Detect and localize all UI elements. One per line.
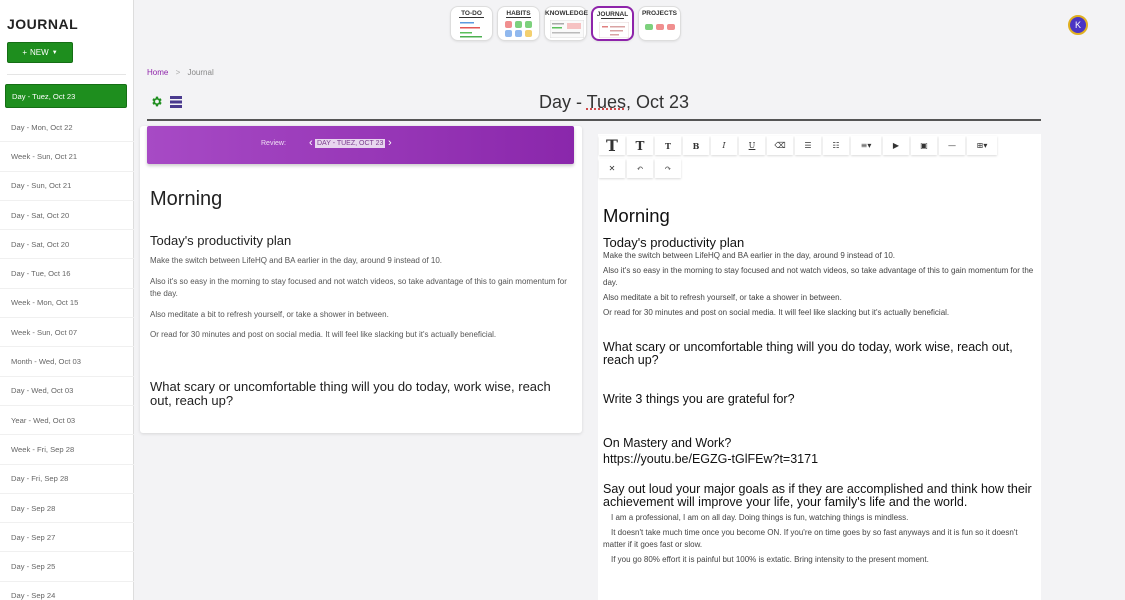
subheading: Today's productivity plan	[603, 235, 745, 250]
video-icon[interactable]: ▶	[883, 136, 909, 155]
todo-list-icon	[460, 22, 486, 38]
journal-entry-item[interactable]: Week - Fri, Sep 28	[0, 435, 134, 464]
plus-icon: +	[22, 48, 28, 57]
caret-down-icon: ▼	[51, 49, 58, 56]
undo-icon[interactable]: ↶	[627, 159, 653, 178]
journal-page-icon	[599, 22, 629, 38]
paragraph: Also it's so easy in the morning to stay focused and not watch videos, so take advantage of this to gain momentum for the day.	[603, 266, 1034, 287]
heading-small-button[interactable]: T	[655, 136, 681, 155]
nav-habits[interactable]	[497, 6, 540, 41]
journal-entry-item[interactable]: Week - Mon, Oct 15	[0, 289, 134, 318]
projects-board-icon	[645, 22, 677, 34]
nav-label: PROJECTS	[641, 10, 678, 17]
paragraph: Also meditate a bit to refresh yourself, or take a shower in between.	[150, 309, 389, 319]
question-heading: What scary or uncomfortable thing will you do today, work wise, reach out, reach up?	[150, 378, 551, 408]
editor-toolbar	[598, 134, 1041, 180]
review-date-selector[interactable]: DAY - TUEZ, OCT 23	[317, 140, 384, 147]
paragraph: Or read for 30 minutes and post on social media. It will feel like slacking but it's actually beneficial.	[150, 330, 497, 339]
knowledge-doc-icon	[550, 20, 584, 38]
heading-medium-button[interactable]: T	[627, 136, 653, 155]
journal-entry-item[interactable]: Day - Tue, Oct 16	[0, 259, 134, 288]
bullet-list-icon[interactable]: ☰	[795, 136, 821, 155]
toolbar-row	[598, 157, 1041, 180]
editor-content[interactable]	[603, 204, 1035, 566]
title-underlined-word: Tues	[586, 92, 626, 112]
paragraph: If you go 80% effort it is painful but 100% is extatic. Bring intensity to the present moment.	[611, 555, 929, 564]
paragraph: Also it's so easy in the morning to stay focused and not watch videos, so take advantage of this to gain momentum for the day.	[150, 276, 567, 298]
journal-entry-item[interactable]: Week - Sun, Oct 07	[0, 318, 134, 347]
nav-journal[interactable]	[591, 6, 634, 41]
chevron-left-icon[interactable]: ‹	[309, 137, 313, 149]
section-heading: Morning	[603, 205, 670, 226]
journal-entry-item[interactable]: Day - Sep 24	[0, 582, 134, 600]
paragraph: Also meditate a bit to refresh yourself, or take a shower in between.	[603, 293, 842, 302]
app-switcher	[450, 6, 681, 41]
sidebar-title: JOURNAL	[7, 16, 79, 32]
breadcrumb	[147, 68, 214, 77]
align-dropdown-icon[interactable]: ≡▾	[851, 136, 881, 155]
question-heading: Write 3 things you are grateful for?	[603, 392, 795, 406]
journal-entry-item[interactable]: Day - Sep 27	[0, 523, 134, 552]
new-button[interactable]	[7, 42, 73, 63]
new-button-label: NEW	[30, 48, 49, 57]
question-heading: What scary or uncomfortable thing will you do today, work wise, reach out, reach up?	[603, 340, 1013, 367]
subheading: Today's productivity plan	[150, 233, 292, 248]
user-avatar[interactable]: K	[1068, 15, 1088, 35]
paragraph: It doesn't take much time once you become ON. If you're on time goes by so fast anyways and it is fun so it doesn't matter if it goes fast or slow.	[603, 528, 1018, 549]
journal-entry-item[interactable]: Day - Fri, Sep 28	[0, 465, 134, 494]
eraser-icon[interactable]: ⌫	[767, 136, 793, 155]
paragraph: Or read for 30 minutes and post on social media. It will feel like slacking but it's actually beneficial.	[603, 308, 950, 317]
journal-entry-item[interactable]: Year - Wed, Oct 03	[0, 406, 134, 435]
journal-entry-item[interactable]: Day - Sep 28	[0, 494, 134, 523]
video-link[interactable]: https://youtu.be/EGZG-tGlFEw?t=3171	[603, 452, 819, 466]
journal-entry-item[interactable]: Day - Mon, Oct 22	[0, 113, 134, 142]
nav-underline	[459, 17, 484, 18]
journal-entry-item[interactable]: Day - Sat, Oct 20	[0, 201, 134, 230]
redo-icon[interactable]: ↷	[655, 159, 681, 178]
nav-label: TO-DO	[461, 10, 482, 17]
question-heading: Say out loud your major goals as if they are accomplished and think how their achievement will improve your life, your family's life and the world.	[603, 482, 1032, 509]
toolbar-row	[598, 134, 1041, 157]
nav-label: KNOWLEDGE	[545, 10, 588, 17]
nav-knowledge[interactable]	[544, 6, 587, 41]
journal-entry-item[interactable]: Day - Wed, Oct 03	[0, 377, 134, 406]
journal-entry-item[interactable]: Day - Tuez, Oct 23	[5, 84, 127, 108]
review-label: Review:	[261, 140, 286, 147]
preview-content	[150, 188, 570, 408]
paragraph: I am a professional, I am on all day. Doing things is fun, watching things is mindless.	[611, 513, 909, 522]
breadcrumb-home[interactable]: Home	[147, 68, 169, 77]
journal-entry-item[interactable]: Day - Sep 25	[0, 552, 134, 581]
sidebar	[0, 0, 134, 600]
journal-entry-item[interactable]: Week - Sun, Oct 21	[0, 142, 134, 171]
habits-grid-icon	[505, 21, 535, 39]
nav-label: HABITS	[506, 10, 531, 17]
nav-underline	[506, 17, 531, 18]
sidebar-divider	[7, 74, 126, 75]
chevron-right-icon[interactable]: ›	[388, 137, 392, 149]
journal-entry-list	[0, 84, 134, 600]
horizontal-rule-icon[interactable]: —	[939, 136, 965, 155]
breadcrumb-current: Journal	[187, 68, 214, 77]
underline-button[interactable]: U	[739, 136, 765, 155]
nav-label: JOURNAL	[596, 11, 629, 18]
breadcrumb-separator: >	[175, 68, 181, 77]
paragraph: Make the switch between LifeHQ and BA earlier in the day, around 9 instead of 10.	[150, 256, 443, 265]
heading-large-button[interactable]: T	[599, 136, 625, 155]
page-title	[0, 92, 1125, 113]
bold-button[interactable]: B	[683, 136, 709, 155]
journal-preview-card	[140, 126, 582, 433]
italic-button[interactable]: I	[711, 136, 737, 155]
title-divider	[147, 119, 1041, 121]
nav-underline	[601, 18, 624, 19]
paragraph: Make the switch between LifeHQ and BA earlier in the day, around 9 instead of 10.	[603, 251, 896, 260]
journal-entry-item[interactable]: Day - Sun, Oct 21	[0, 172, 134, 201]
title-suffix: , Oct 23	[626, 92, 690, 112]
section-heading: Morning	[150, 188, 223, 210]
question-heading: On Mastery and Work?	[603, 436, 732, 450]
nav-projects[interactable]	[638, 6, 681, 41]
table-dropdown-icon[interactable]: ⊞▾	[967, 136, 997, 155]
journal-entry-item[interactable]: Day - Sat, Oct 20	[0, 230, 134, 259]
numbered-list-icon[interactable]: ☷	[823, 136, 849, 155]
fullscreen-icon[interactable]: ✕	[599, 159, 625, 178]
review-bar	[147, 126, 574, 164]
image-icon[interactable]: ▣	[911, 136, 937, 155]
title-prefix: Day -	[538, 92, 587, 112]
rich-text-editor	[598, 134, 1041, 600]
nav-todo[interactable]	[450, 6, 493, 41]
journal-entry-item[interactable]: Month - Wed, Oct 03	[0, 347, 134, 376]
